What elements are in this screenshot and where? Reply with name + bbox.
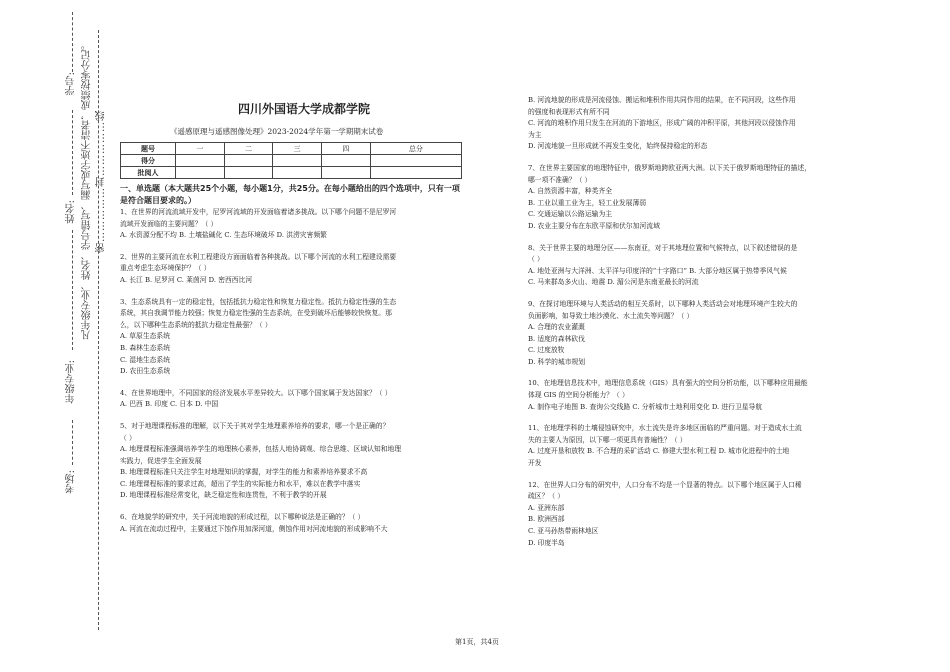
answer-option: A. 合理的农业灌溉 — [528, 323, 585, 332]
score-cell: 题号 — [121, 143, 176, 155]
question-text: 哪一项不准确？（ ） — [528, 175, 592, 184]
answer-option: B. 河流地貌的形成是河流侵蚀、搬运和堆积作用共同作用的结果，在不同河段，这些作用 — [528, 96, 796, 104]
question-block — [120, 512, 465, 535]
score-cell — [224, 155, 273, 167]
question-text: 10、在地理信息技术中，地理信息系统（GIS）具有强大的空间分析功能，以下哪种应用最能 — [528, 379, 808, 388]
score-cell: 得分 — [121, 155, 176, 167]
question-text: 疏区？（ ） — [528, 492, 565, 501]
answer-option: A. 制作电子地图 B. 查询公交线路 C. 分析城市土地利用变化 D. 进行卫星导航 — [528, 402, 763, 411]
answer-option: D. 地理课程标准经常变化，缺乏稳定性和连贯性，不利于教学的开展 — [120, 491, 327, 500]
question-text: 12、在世界人口分布的研究中，人口分布不均是一个显著的特点。以下哪个地区属于人口稀 — [528, 480, 802, 489]
question-block — [528, 480, 873, 550]
answer-option: A. 过度开垦和放牧 B. 不合理的采矿活动 C. 修建大型水利工程 D. 城市化进程中的土地 — [528, 447, 790, 456]
score-table-row — [121, 167, 462, 179]
answer-option: D. 科学的城市规划 — [528, 357, 586, 366]
score-cell — [322, 167, 371, 179]
score-table-row — [121, 155, 462, 167]
answer-option: A. 水资源分配不均 B. 土壤盐碱化 C. 生态环境破坏 D. 洪涝灾害频繁 — [120, 231, 327, 240]
answer-option: C. 地理课程标准的要求过高，超出了学生的实际能力和水平，难以在教学中落实 — [120, 479, 361, 488]
section-one-heading: 一、单选题（本大题共25个小题，每小题1分，共25分。在每小题给出的四个选项中，只有一项是符合题目要求的。） — [120, 184, 460, 205]
question-block — [528, 243, 873, 289]
question-block — [528, 423, 873, 469]
name-line — [72, 110, 73, 195]
answer-option: A. 地处亚洲与大洋洲、太平洋与印度洋的“十字路口” B. 大部分地区属于热带季风气候 — [528, 266, 787, 275]
question-block — [528, 163, 873, 233]
answer-option: C. 交通运输以公路运输为主 — [528, 210, 613, 219]
left-column — [120, 207, 465, 535]
score-cell: 四 — [322, 143, 371, 155]
question-text: 4、在世界地理中，不同国家的经济发展水平差异较大。以下哪个国家属于发达国家？（ ） — [120, 388, 392, 397]
answer-option: A. 巴西 B. 印度 C. 日本 D. 中国 — [120, 400, 219, 409]
question-text: 流域开发面临的主要问题？（ ） — [120, 219, 218, 228]
answer-option: A. 亚洲东部 — [528, 503, 565, 512]
answer-option: A. 河流在流动过程中，主要通过下蚀作用加深河道，侧蚀作用对河流地貌的形成影响不大 — [120, 524, 388, 533]
score-cell: 批阅人 — [121, 167, 176, 179]
score-cell — [370, 155, 461, 167]
question-text: 么，以下哪种生态系统的抵抗力稳定性最强？（ ） — [120, 320, 272, 329]
score-cell — [224, 167, 273, 179]
score-cell — [273, 167, 322, 179]
question-text: 9、在探讨地理环境与人类活动的相互关系时，以下哪种人类活动会对地理环境产生较大的 — [528, 299, 798, 308]
question-text: 5、对于地理课程标准的理解，以下关于其对学生地理素养培养的要求，哪一个是正确的？ — [120, 421, 390, 430]
question-text: 6、在地貌学的研究中，关于河流地貌的形成过程，以下哪种说法是正确的？（ ） — [120, 513, 365, 522]
score-cell — [176, 155, 225, 167]
school-title: 四川外国语大学成都学院 — [238, 102, 371, 116]
question-block — [528, 95, 873, 153]
answer-option: C. 马来群岛多火山、地震 D. 湄公河是东南亚最长的河流 — [528, 278, 699, 287]
question-text: （ ） — [120, 433, 136, 442]
right-column — [528, 95, 873, 549]
answer-option: 开发 — [528, 459, 542, 468]
answer-option: A. 地理课程标准强调培养学生的地理核心素养，包括人地协调观、综合思维、区域认知和地理 — [120, 445, 402, 454]
question-text: 体现 GIS 的空间分析能力？（ ） — [528, 391, 629, 400]
question-text: 2、世界的主要河流在水利工程建设方面面临着各种挑战。以下哪个河流的水利工程建设需要 — [120, 252, 397, 261]
score-cell: 总分 — [370, 143, 461, 155]
answer-option: B. 森林生态系统 — [120, 343, 171, 352]
grade-major-label: 年级专业: — [66, 360, 77, 404]
answer-option: B. 适度的森林砍伐 — [528, 334, 585, 343]
exam-site-label: 考场: — [66, 470, 77, 494]
question-text: 11、在地理学科的土壤侵蚀研究中，水土流失是许多地区面临的严重问题。对于造成水土流 — [528, 424, 802, 433]
student-id-label: 学号: — [66, 72, 77, 96]
question-text: （ ） — [528, 255, 544, 264]
student-id-line — [72, 12, 73, 72]
question-text: 7、在世界主要国家的地理特征中，俄罗斯地跨欧亚两大洲。以下关于俄罗斯地理特征的描述， — [528, 163, 811, 172]
answer-option: D. 农田生态系统 — [120, 367, 171, 376]
score-cell: 二 — [224, 143, 273, 155]
answer-option: 的强度和表现形式有所不同 — [528, 107, 610, 116]
question-text: 重点考虑生态环境保护？（ ） — [120, 264, 211, 273]
exam-site-line — [72, 420, 73, 465]
score-table — [120, 142, 462, 179]
answer-option: D. 农业主要分布在东欧平原和伏尔加河流域 — [528, 221, 660, 230]
question-block — [120, 388, 465, 411]
question-text: 3、生态系统具有一定的稳定性，包括抵抗力稳定性和恢复力稳定性。抵抗力稳定性强的生态 — [120, 297, 397, 306]
answer-option: 实践力，促进学生全面发展 — [120, 456, 202, 465]
score-cell: 三 — [273, 143, 322, 155]
question-text: 1、在世界的河流流域开发中，尼罗河流域的开发面临着诸多挑战。以下哪个问题不是尼罗河 — [120, 208, 397, 216]
answer-option: D. 河流地貌一旦形成就不再发生变化，始终保持稳定的形态 — [528, 142, 708, 151]
exam-subtitle: 《遥感原理与遥感图像处理》2023-2024学年第一学期期末试卷 — [170, 127, 384, 136]
answer-option: B. 欧洲西部 — [528, 515, 565, 524]
page-footer: 第1页，共4页 — [455, 638, 499, 646]
score-cell — [370, 167, 461, 179]
question-block — [120, 297, 465, 378]
answer-option: B. 地理课程标准只关注学生对地理知识的掌握，对学生的能力和素养培养要求不高 — [120, 468, 368, 477]
question-block — [120, 421, 465, 502]
score-cell — [273, 155, 322, 167]
answer-option: A. 长江 B. 尼罗河 C. 莱茵河 D. 密西西比河 — [120, 275, 253, 284]
answer-option: B. 工业以重工业为主，轻工业发展薄弱 — [528, 198, 647, 207]
grade-major-line — [72, 230, 73, 350]
score-table-header-row — [121, 143, 462, 155]
question-block — [528, 299, 873, 369]
answer-option: C. 过度放牧 — [528, 346, 565, 355]
question-block — [120, 252, 465, 287]
score-cell: 一 — [176, 143, 225, 155]
answer-option: C. 湿地生态系统 — [120, 355, 171, 364]
question-block — [528, 378, 873, 413]
question-text: 系统，其自我调节能力较强；恢复力稳定性强的生态系统，在受到破坏后能够较快恢复。那 — [120, 309, 392, 318]
answer-option: D. 印度半岛 — [528, 538, 565, 547]
question-text: 8、关于世界主要的地理分区——东南亚，对于其地理位置和气候特点，以下叙述错误的是 — [528, 243, 798, 252]
question-text: 负面影响，如导致土地沙漠化、水土流失等问题？（ ） — [528, 311, 694, 320]
seal-dashed-line — [98, 30, 99, 630]
score-cell — [176, 167, 225, 179]
question-text: 失的主要人为原因，以下哪一项更具有普遍性？（ ） — [528, 435, 687, 444]
answer-option: C. 亚马孙热带雨林地区 — [528, 527, 599, 535]
score-cell — [322, 155, 371, 167]
answer-option: A. 草原生态系统 — [120, 332, 171, 341]
seal-line-label: 密……………封……………线 — [96, 110, 107, 253]
answer-option: C. 河流的堆积作用只发生在河流的下游地区，形成广阔的冲积平原，其他河段以侵蚀作用 — [528, 119, 796, 128]
name-label: 姓名: — [66, 200, 77, 224]
question-block — [120, 207, 465, 242]
answer-option: 为主 — [528, 130, 542, 139]
binding-instructions: 凡年级专业、姓名、学号错写、漏写或字迹不清者，成绩按零分记。 — [82, 40, 93, 340]
answer-option: A. 自然资源丰富，种类齐全 — [528, 187, 612, 196]
